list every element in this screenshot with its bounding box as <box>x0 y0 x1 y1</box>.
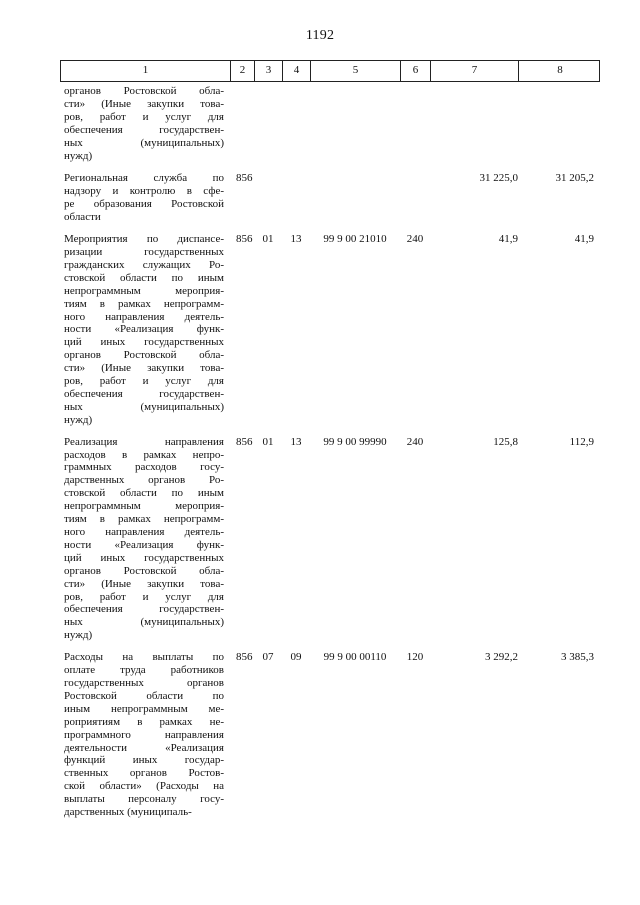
row-subsection <box>282 172 310 224</box>
table-row <box>60 85 600 162</box>
row-code: 856 <box>236 233 253 246</box>
description-line: нужд) <box>64 413 93 426</box>
row-amount-year-2: 3 385,3 <box>561 651 594 664</box>
description-line: Расходы на выплаты по <box>64 651 224 664</box>
description-line: ров, работ и услуг для <box>64 110 224 123</box>
row-description <box>60 651 230 819</box>
row-section: 01 <box>262 233 274 246</box>
row-section: 01 <box>262 435 274 448</box>
row-description <box>60 436 230 643</box>
row-target-article <box>310 85 400 162</box>
table-row <box>60 233 600 427</box>
description-line: Мероприятия по диспансе- <box>64 233 224 246</box>
description-line: ных (муниципальных) <box>64 400 224 413</box>
description-line: ризации государственных <box>64 245 224 258</box>
header-col-8: 8 <box>557 64 563 76</box>
row-code: 856 <box>236 172 253 185</box>
description-line: Региональная служба по <box>64 172 224 185</box>
description-line: обеспечения государствен- <box>64 603 224 616</box>
description-line: ре образования Ростовской <box>64 198 224 211</box>
row-amount-year-2: 41,9 <box>574 233 594 246</box>
row-subsection <box>282 85 310 162</box>
description-line: государственных органов <box>64 676 224 689</box>
description-line: расходов в рамках непро- <box>64 448 224 461</box>
description-line: программного направления <box>64 728 224 741</box>
header-col-4: 4 <box>283 61 311 81</box>
table-row <box>60 172 600 224</box>
row-target-article: 99 9 00 00110 <box>323 651 387 664</box>
description-line: ций иных государственных <box>64 336 224 349</box>
row-section <box>254 85 282 162</box>
description-line: дарственных (муниципаль- <box>64 806 192 819</box>
description-line: ных (муниципальных) <box>64 136 224 149</box>
description-line: ного направления деятель- <box>64 310 224 323</box>
row-section <box>254 172 282 224</box>
row-subsection: 13 <box>290 233 302 246</box>
header-col-5: 5 <box>311 61 401 81</box>
row-expense-type: 120 <box>406 651 424 664</box>
description-line: функций иных государ- <box>64 754 224 767</box>
row-amount-year-1: 41,9 <box>498 233 518 246</box>
description-line: сти» (Иные закупки това- <box>64 362 224 375</box>
row-amount-year-1 <box>430 85 518 162</box>
description-line: стовской области по иным <box>64 271 224 284</box>
header-col-2: 2 <box>231 61 255 81</box>
row-expense-type: 240 <box>406 435 424 448</box>
description-line: ности «Реализация функ- <box>64 323 224 336</box>
description-line: иным непрограммным ме- <box>64 702 224 715</box>
row-target-article: 99 9 00 99990 <box>323 435 387 448</box>
header-col-1: 1 <box>61 61 231 81</box>
budget-table <box>60 60 600 819</box>
table-body <box>60 85 600 819</box>
description-line: обеспечения государствен- <box>64 387 224 400</box>
description-line: ской области» (Расходы на <box>64 780 224 793</box>
description-line: роприятиям в рамках не- <box>64 715 224 728</box>
description-line: сти» (Иные закупки това- <box>64 577 224 590</box>
description-line: органов Ростовской обла- <box>64 85 224 97</box>
description-line: нужд) <box>64 629 93 642</box>
description-line: ров, работ и услуг для <box>64 590 224 603</box>
row-description <box>60 233 230 427</box>
description-line: оплате труда работников <box>64 664 224 677</box>
description-line: ственных органов Ростов- <box>64 767 224 780</box>
description-line: тиям в рамках непрограмм- <box>64 297 224 310</box>
table-row <box>60 651 600 819</box>
description-line: тиям в рамках непрограмм- <box>64 513 224 526</box>
description-line: граммных расходов госу- <box>64 461 224 474</box>
description-line: гражданских служащих Ро- <box>64 258 224 271</box>
description-line: ных (муниципальных) <box>64 616 224 629</box>
row-expense-type <box>400 172 430 224</box>
row-subsection: 13 <box>290 435 302 448</box>
row-amount-year-1: 125,8 <box>493 435 518 448</box>
description-line: дарственных органов Ро- <box>64 474 224 487</box>
description-line: ности «Реализация функ- <box>64 538 224 551</box>
description-line: деятельности «Реализация <box>64 741 224 754</box>
description-line: стовской области по иным <box>64 487 224 500</box>
description-line: сти» (Иные закупки това- <box>64 97 224 110</box>
table-row <box>60 436 600 643</box>
row-section: 07 <box>262 651 274 664</box>
row-amount-year-2: 31 205,2 <box>555 172 594 185</box>
row-expense-type: 240 <box>406 233 424 246</box>
description-line: выплаты персоналу госу- <box>64 793 224 806</box>
description-line: области <box>64 211 101 224</box>
header-col-7: 7 <box>431 61 519 81</box>
description-line: Ростовской области по <box>64 689 224 702</box>
description-line: ного направления деятель- <box>64 526 224 538</box>
row-code: 856 <box>236 435 253 448</box>
row-target-article: 99 9 00 21010 <box>323 233 387 246</box>
description-line: нужд) <box>64 149 93 162</box>
row-amount-year-2 <box>518 85 600 162</box>
row-code: 856 <box>236 651 253 664</box>
description-line: ров, работ и услуг для <box>64 375 224 388</box>
row-subsection: 09 <box>290 651 302 664</box>
header-col-3: 3 <box>255 61 283 81</box>
row-amount-year-1: 31 225,0 <box>479 172 518 185</box>
row-expense-type <box>400 85 430 162</box>
description-line: непрограммным мероприя- <box>64 284 224 297</box>
row-amount-year-1: 3 292,2 <box>485 651 518 664</box>
row-code <box>230 85 254 162</box>
row-amount-year-2: 112,9 <box>569 435 594 448</box>
description-line: ций иных государственных <box>64 551 224 564</box>
description-line: обеспечения государствен- <box>64 123 224 136</box>
row-description <box>60 85 230 162</box>
page-number: 1192 <box>305 28 335 43</box>
description-line: Реализация направления <box>64 435 224 448</box>
table-header <box>60 60 600 82</box>
header-col-6: 6 <box>401 61 431 81</box>
description-line: органов Ростовской обла- <box>64 349 224 362</box>
description-line: непрограммным мероприя- <box>64 500 224 513</box>
description-line: надзору и контролю в сфе- <box>64 185 224 198</box>
description-line: органов Ростовской обла- <box>64 564 224 577</box>
row-target-article <box>310 172 400 224</box>
row-description <box>60 172 230 224</box>
